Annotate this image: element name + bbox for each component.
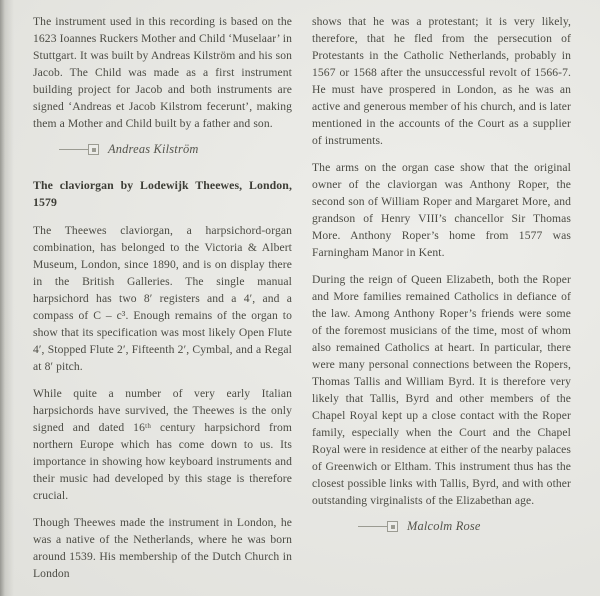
attribution-dot-icon [391, 525, 395, 529]
left-column [33, 13, 292, 596]
paragraph-elizabethan-connections: During the reign of Queen Elizabeth, both the Roper and More families remained Catholics in defiance of the law. Among Anthony Roper’s friends were some of the foremost musicians of the time, most of whom also remained Catholics at heart. In particular, there were many personal connections between the Ropers, Thomas Tallis and William Byrd. It is therefore very likely that Tallis, Byrd and other members of the Chapel Royal kept up a close contact with the Roper family, especially when the Court and the Chapel Royal were in residence at either of the nearby palaces of Greenwich or Eltham. This instrument thus has the closest possible links with Tallis, Byrd, and with other outstanding virginalists of the Elizabethan age. [312, 273, 571, 507]
attribution-dot-icon [92, 148, 96, 152]
attribution-square-icon [88, 144, 99, 155]
paragraph-theewes-claviorgan: The Theewes claviorgan, a harpsichord-organ combination, has belonged to the Victoria & Albert Museum, London, since 1890, and is on display there in the British Galleries. The single manual harpsichord has two 8′ registers and a 4′, and a compass of C – c³. Enough remains of the organ to show that its specification was most likely Open Flute 4′, Stopped Flute 2′, Fifteenth 2′, Cymbal, and a Regal at 8′ pitch. [33, 224, 292, 373]
attribution-author-name: Malcolm Rose [407, 519, 481, 533]
attribution-andreas-kilstrom [59, 142, 292, 157]
attribution-malcolm-rose [358, 519, 571, 534]
attribution-dash-icon [358, 526, 387, 528]
paragraph-protestant-flight: shows that he was a protestant; it is very likely, therefore, that he fled from the persecution of Protestants in the Catholic Netherlands, probably in 1567 or 1568 after the unsuccessful revolt of 1566-7. He must have prospered in London, as he was an active and generous member of his church, and is later mentioned in the accounts of the Court as a supplier of instruments. [312, 15, 571, 147]
attribution-author-name: Andreas Kilström [108, 142, 199, 156]
paragraph-anthony-roper: The arms on the organ case show that the original owner of the claviorgan was Anthony Roper, the second son of William Roper and Margaret More, and grandson of Henry VIII’s chancellor Sir Thomas More. Anthony Roper’s home from 1577 was Farningham Manor in Kent. [312, 161, 571, 259]
attribution-dash-icon [59, 149, 88, 151]
right-column [312, 13, 571, 596]
section-heading-claviorgan: The claviorgan by Lodewijk Theewes, London, 1579 [33, 178, 292, 209]
attribution-marker-icon [59, 144, 99, 155]
two-column-layout [33, 13, 572, 596]
attribution-marker-icon [358, 521, 398, 532]
attribution-square-icon [387, 521, 398, 532]
paragraph-theewes-origin: Though Theewes made the instrument in London, he was a native of the Netherlands, where he was born around 1539. His membership of the Dutch Church in London [33, 516, 292, 580]
paragraph-recording-instrument: The instrument used in this recording is based on the 1623 Ioannes Ruckers Mother and Child ‘Muselaar’ in Stuttgart. It was built by Andreas Kilström and his son Jacob. The Child was made as a first instrument building project for Jacob and both instruments are signed ‘Andreas et Jacob Kilstrom fecerunt’, making them a Mother and Child built by a father and son. [33, 15, 292, 130]
paragraph-early-harpsichords: While quite a number of very early Italian harpsichords have survived, the Theewes is the only signed and dated 16ᵗʰ century harpsichord from northern Europe which has come down to us. Its importance in showing how keyboard instruments and their music had developed by this stage is therefore crucial. [33, 387, 292, 502]
